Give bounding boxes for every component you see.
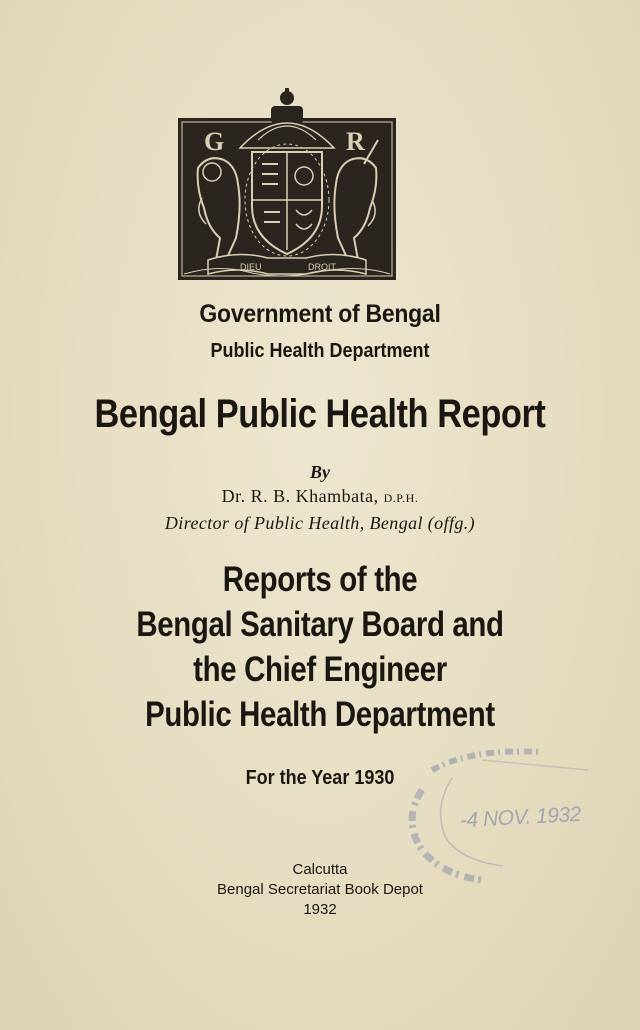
author-name: Dr. R. B. Khambata, [221,486,379,506]
svg-text:R: R [346,127,365,156]
royal-coat-of-arms [178,88,396,280]
department-heading: Public Health Department [210,340,430,362]
subtitle-line: Public Health Department [145,695,495,734]
publisher-block [0,860,640,920]
stamp-date: -4 NOV. 1932 [459,802,582,833]
subtitle-line: Bengal Sanitary Board and [136,605,504,644]
author-line [0,486,640,507]
motto-left-text: DIEU [240,262,262,272]
byline-by: By [310,462,330,482]
government-heading: Government of Bengal [199,300,441,328]
svg-text:G: G [204,127,225,156]
subtitle-line: the Chief Engineer [193,650,447,689]
subtitle-line: Reports of the [222,560,418,599]
publisher-name: Bengal Secretariat Book Depot [217,881,423,898]
publisher-city: Calcutta [292,861,348,878]
publication-year: 1932 [303,901,337,918]
author-position: Director of Public Health, Bengal (offg.) [164,513,476,533]
author-degree: D.P.H. [383,491,419,505]
report-title: Bengal Public Health Report [94,392,546,436]
report-year: For the Year 1930 [245,767,395,789]
motto-right-text: DROIT [308,262,336,272]
